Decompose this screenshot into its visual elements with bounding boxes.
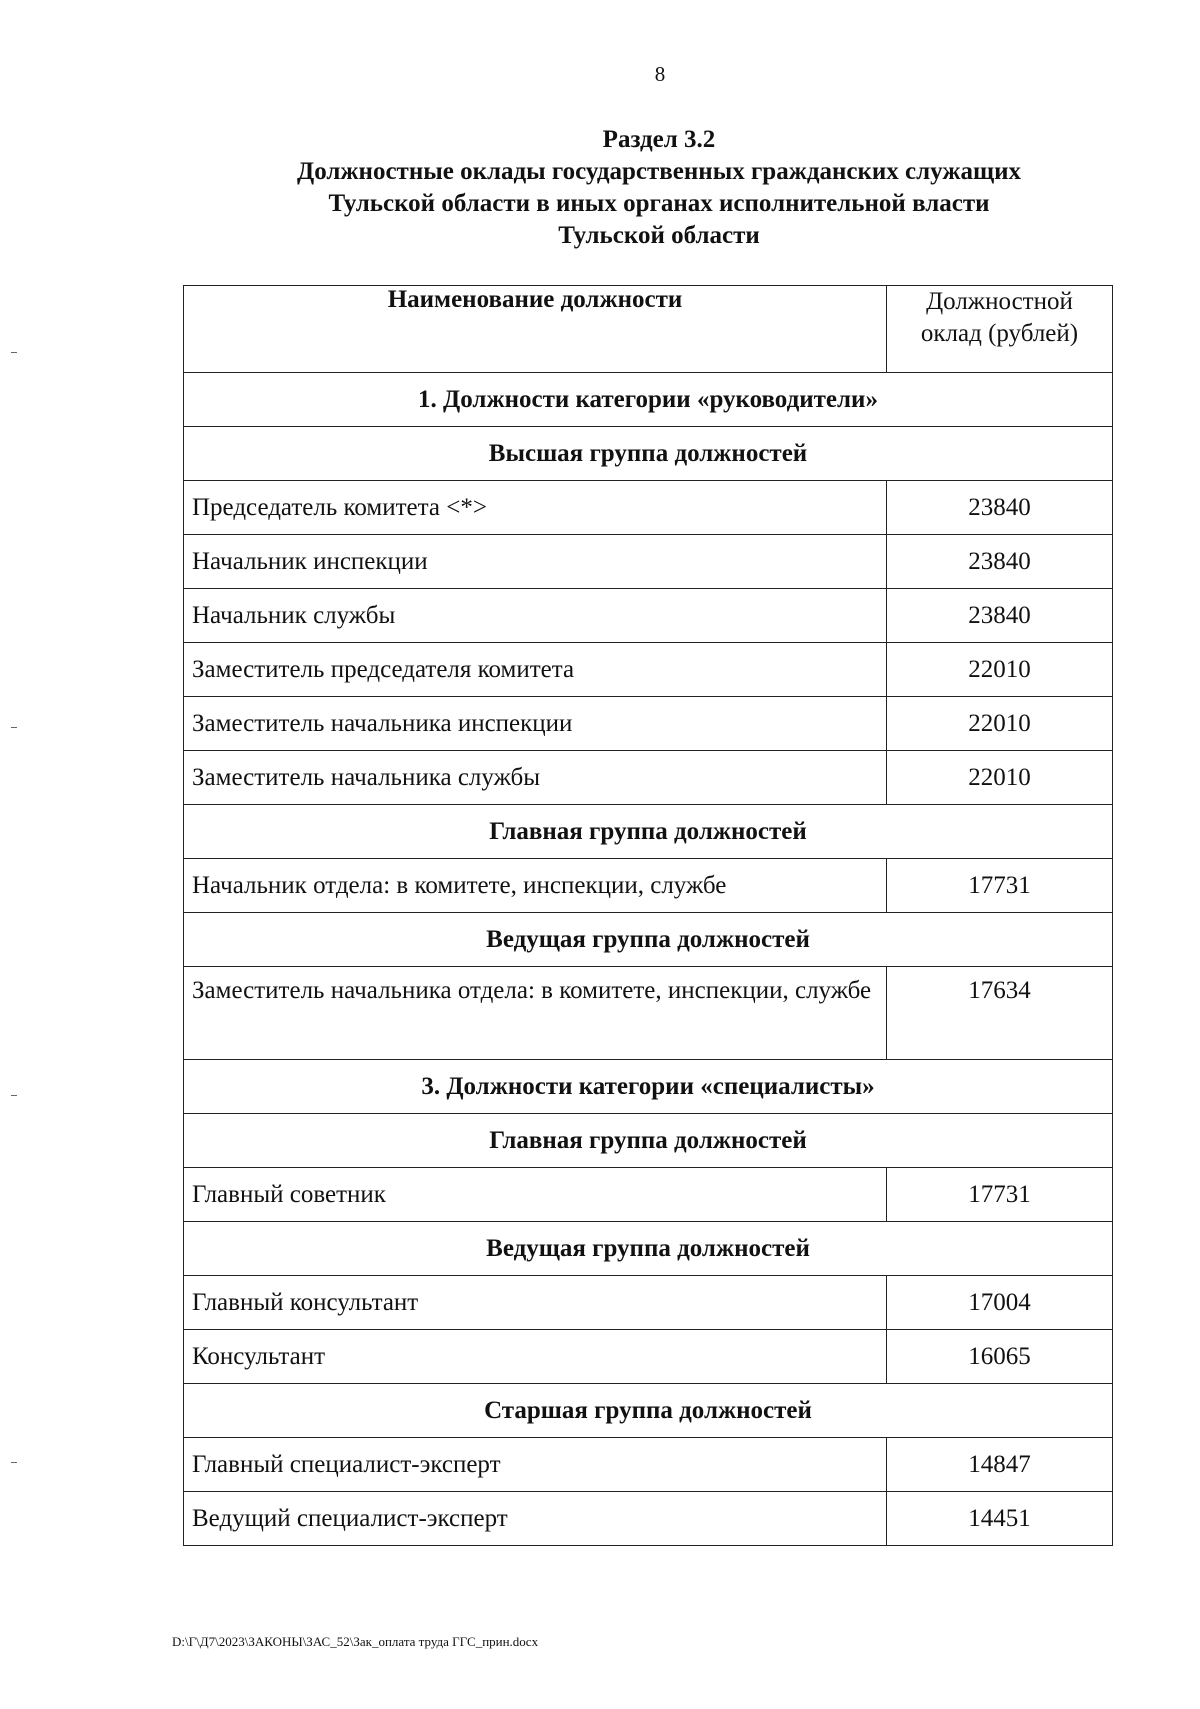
position-name-cell: Главный советник [184, 1168, 887, 1222]
heading-line-4: Тульской области [558, 222, 760, 249]
table-row [184, 481, 1113, 535]
table-row [184, 1330, 1113, 1384]
table-row [184, 697, 1113, 751]
section-label: Главная группа должностей [184, 805, 1113, 859]
section-label: 3. Должности категории «специалисты» [184, 1060, 1113, 1114]
position-name-cell: Заместитель начальника службы [184, 751, 887, 805]
column-header-salary-line2: оклад (рублей) [920, 320, 1079, 347]
salary-cell: 23840 [887, 535, 1113, 589]
section-row [184, 373, 1113, 427]
table-row [184, 967, 1113, 1060]
page-number: 8 [654, 62, 666, 86]
table-row [184, 859, 1113, 913]
salary-cell: 17731 [887, 1168, 1113, 1222]
section-row [184, 427, 1113, 481]
column-header-position: Наименование должности [184, 286, 887, 373]
salary-cell: 17634 [887, 967, 1113, 1060]
salary-cell: 17731 [887, 859, 1113, 913]
table-row [184, 1168, 1113, 1222]
salary-cell: 22010 [887, 751, 1113, 805]
margin-mark [11, 1462, 17, 1463]
margin-mark [11, 727, 17, 728]
section-label: Главная группа должностей [184, 1114, 1113, 1168]
table-row [184, 643, 1113, 697]
salary-cell: 23840 [887, 589, 1113, 643]
section-row [184, 1114, 1113, 1168]
column-header-salary-line1: Должностной [926, 288, 1073, 315]
salary-table [183, 285, 1113, 1546]
table-row [184, 751, 1113, 805]
table-row [184, 589, 1113, 643]
section-label: 1. Должности категории «руководители» [184, 373, 1113, 427]
salary-cell: 22010 [887, 697, 1113, 751]
section-label: Старшая группа должностей [184, 1384, 1113, 1438]
margin-mark [11, 1095, 17, 1096]
section-row [184, 913, 1113, 967]
salary-cell: 22010 [887, 643, 1113, 697]
salary-cell: 17004 [887, 1276, 1113, 1330]
section-row [184, 805, 1113, 859]
file-path-footer: D:\Г\Д7\2023\ЗАКОНЫ\ЗАС_52\Зак_оплата труда ГГС_прин.docx [172, 1634, 539, 1649]
table-row [184, 535, 1113, 589]
position-name-cell: Главный консультант [184, 1276, 887, 1330]
section-label: Высшая группа должностей [184, 427, 1113, 481]
section-row [184, 1222, 1113, 1276]
heading-line-2: Должностные оклады государственных гражданских служащих [297, 158, 1021, 185]
salary-cell: 16065 [887, 1330, 1113, 1384]
table-row [184, 1276, 1113, 1330]
table-row [184, 1492, 1113, 1546]
position-name-cell: Начальник инспекции [184, 535, 887, 589]
position-name-cell: Заместитель председателя комитета [184, 643, 887, 697]
position-name-cell: Начальник отдела: в комитете, инспекции, службе [184, 859, 887, 913]
salary-cell: 14451 [887, 1492, 1113, 1546]
margin-mark [11, 352, 17, 353]
section-row [184, 1384, 1113, 1438]
position-name-cell: Начальник службы [184, 589, 887, 643]
section-heading [0, 124, 1200, 252]
position-name-cell: Главный специалист-эксперт [184, 1438, 887, 1492]
table-header-row [184, 286, 1113, 373]
column-header-salary [887, 286, 1113, 373]
table-row [184, 1438, 1113, 1492]
section-row [184, 1060, 1113, 1114]
position-name-cell: Консультант [184, 1330, 887, 1384]
salary-cell: 14847 [887, 1438, 1113, 1492]
position-name-cell: Заместитель начальника отдела: в комитете, инспекции, службе [184, 967, 887, 1060]
table-body [184, 373, 1113, 1546]
position-name-cell: Председатель комитета <*> [184, 481, 887, 535]
position-name-cell: Заместитель начальника инспекции [184, 697, 887, 751]
section-label: Ведущая группа должностей [184, 913, 1113, 967]
heading-line-3: Тульской области в иных органах исполнительной власти [328, 190, 990, 217]
salary-cell: 23840 [887, 481, 1113, 535]
section-title: Раздел 3.2 [602, 126, 716, 153]
section-label: Ведущая группа должностей [184, 1222, 1113, 1276]
position-name-cell: Ведущий специалист-эксперт [184, 1492, 887, 1546]
